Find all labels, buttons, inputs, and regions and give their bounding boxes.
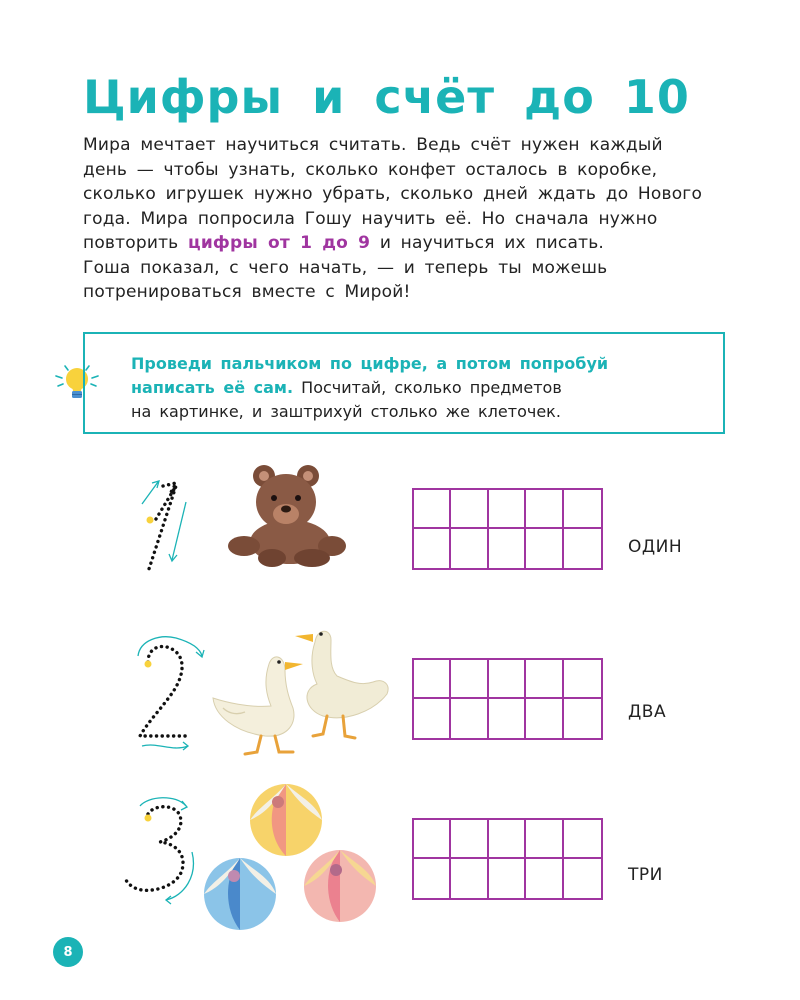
grid-cell[interactable] xyxy=(414,490,451,529)
intro-paragraph xyxy=(83,133,723,305)
digit-2-tracing[interactable] xyxy=(130,626,206,756)
digit-1-tracing[interactable] xyxy=(128,474,198,584)
grid-cell[interactable] xyxy=(526,529,563,568)
grid-cell[interactable] xyxy=(564,820,601,859)
grid-cell[interactable] xyxy=(489,820,526,859)
grid-cell[interactable] xyxy=(414,699,451,738)
grid-cell[interactable] xyxy=(564,660,601,699)
grid-cell[interactable] xyxy=(414,820,451,859)
task-line xyxy=(131,376,608,400)
intro-line: сколько игрушек нужно убрать, сколько дней ждать до Нового xyxy=(83,184,703,204)
counting-grid-1[interactable] xyxy=(412,488,603,570)
grid-cell[interactable] xyxy=(414,660,451,699)
intro-line: года. Мира попросила Гошу научить её. Но сначала нужно xyxy=(83,208,658,229)
grid-cell[interactable] xyxy=(451,820,488,859)
geese-image xyxy=(205,612,395,760)
digit-3-tracing[interactable] xyxy=(120,796,200,906)
grid-cell[interactable] xyxy=(526,820,563,859)
intro-line xyxy=(83,231,723,256)
task-highlight: Проведи пальчиком по цифре, а потом попробуй xyxy=(131,354,609,373)
counting-grid-2[interactable] xyxy=(412,658,603,740)
intro-line: день — чтобы узнать, сколько конфет осталось в коробке, xyxy=(83,159,658,180)
intro-line: потренироваться вместе с Мирой! xyxy=(83,282,411,302)
page-number: 8 xyxy=(53,937,83,967)
task-box xyxy=(83,332,725,434)
teddy-bear-image xyxy=(220,458,350,570)
grid-cell[interactable] xyxy=(451,859,488,898)
intro-text: повторить xyxy=(83,233,189,253)
grid-cell[interactable] xyxy=(489,490,526,529)
grid-cell[interactable] xyxy=(564,529,601,568)
grid-cell[interactable] xyxy=(564,699,601,738)
task-instructions xyxy=(131,352,608,424)
grid-cell[interactable] xyxy=(451,490,488,529)
number-word-3: ТРИ xyxy=(628,865,663,885)
intro-highlight: цифры от 1 до 9 xyxy=(188,233,371,253)
beach-balls-image xyxy=(198,780,388,930)
grid-cell[interactable] xyxy=(451,699,488,738)
grid-cell[interactable] xyxy=(489,859,526,898)
task-line: на картинке, и заштрихуй столько же клеточек. xyxy=(131,402,561,421)
grid-cell[interactable] xyxy=(451,529,488,568)
grid-cell[interactable] xyxy=(564,859,601,898)
grid-cell[interactable] xyxy=(526,660,563,699)
intro-line: Гоша показал, с чего начать, — и теперь ты можешь xyxy=(83,257,608,278)
number-word-2: ДВА xyxy=(628,702,667,722)
intro-line: Мира мечтает научиться считать. Ведь счёт нужен каждый xyxy=(83,135,663,155)
grid-cell[interactable] xyxy=(564,490,601,529)
grid-cell[interactable] xyxy=(414,529,451,568)
page-title: Цифры и счёт до 10 xyxy=(83,70,690,124)
grid-cell[interactable] xyxy=(526,859,563,898)
grid-cell[interactable] xyxy=(451,660,488,699)
number-word-1: ОДИН xyxy=(628,537,683,557)
grid-cell[interactable] xyxy=(526,490,563,529)
grid-cell[interactable] xyxy=(414,859,451,898)
grid-cell[interactable] xyxy=(489,699,526,738)
grid-cell[interactable] xyxy=(526,699,563,738)
task-highlight: написать её сам. xyxy=(131,378,294,397)
grid-cell[interactable] xyxy=(489,529,526,568)
task-text: Посчитай, сколько предметов xyxy=(293,378,562,397)
grid-cell[interactable] xyxy=(489,660,526,699)
intro-text: и научиться их писать. xyxy=(370,233,605,253)
counting-grid-3[interactable] xyxy=(412,818,603,900)
